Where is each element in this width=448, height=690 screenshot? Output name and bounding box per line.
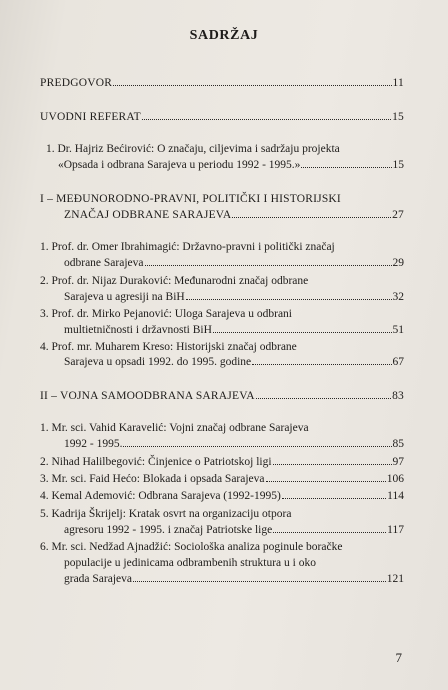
toc-page-number: 85	[392, 438, 404, 450]
dot-leader	[266, 472, 386, 482]
toc-entry-pejanovic	[64, 323, 404, 337]
dot-leader	[282, 489, 386, 499]
toc-page-number: 114	[387, 490, 404, 502]
toc-page-number: 117	[387, 524, 404, 536]
toc-entry-line: 1. Prof. dr. Omer Ibrahimagić: Državno-pravni i politički značaj	[40, 241, 335, 253]
toc-page-number: 83	[392, 390, 404, 402]
toc-entry-line: 1. Mr. sci. Vahid Karavelić: Vojni značaj odbrane Sarajeva	[40, 422, 309, 434]
dot-leader	[113, 76, 391, 86]
toc-entry-ibrahimagic	[64, 256, 404, 270]
toc-page-number: 27	[392, 209, 404, 221]
toc-entry-heco	[40, 472, 404, 486]
toc-entry-text: multietničnosti i državnosti BiH	[64, 324, 212, 336]
dot-leader	[213, 323, 392, 333]
toc-entry-ademovic	[40, 489, 404, 503]
toc-entry-halilbegovic	[40, 455, 404, 469]
toc-entry-line: 2. Prof. dr. Nijaz Duraković: Međunarodni značaj odbrane	[40, 275, 309, 287]
toc-entry-text: II – VOJNA SAMOODBRANA SARAJEVA	[40, 390, 255, 402]
toc-entry-text: agresoru 1992 - 1995. i značaj Patriotske lige	[64, 524, 273, 536]
toc-page-number: 15	[392, 111, 404, 123]
toc-entry-line: 3. Prof. dr. Mirko Pejanović: Uloga Sarajeva u odbrani	[40, 308, 292, 320]
toc-entry-kreso	[64, 355, 404, 369]
dot-leader	[252, 355, 391, 365]
toc-entry-line: 1. Dr. Hajriz Bećirović: O značaju, ciljevima i sadržaju projekta	[46, 143, 340, 155]
toc-page-number: 32	[392, 291, 404, 303]
dot-leader	[273, 523, 386, 533]
dot-leader	[186, 290, 392, 300]
toc-entry-text: 4. Kemal Ademović: Odbrana Sarajeva (1992-1995)	[40, 490, 281, 502]
section-heading: I – MEĐUNORODNO-PRAVNI, POLITIČKI I HISTORIJSKI	[40, 193, 341, 205]
toc-page-number: 97	[392, 456, 404, 468]
toc-page-number: 67	[392, 356, 404, 368]
toc-entry-text: Sarajeva u opsadi 1992. do 1995. godine	[64, 356, 252, 368]
toc-entry-text: 1992 - 1995.	[64, 438, 123, 450]
toc-entry-text: 2. Nihad Halilbegović: Činjenice o Patriotskoj ligi	[40, 456, 272, 468]
toc-entry-text: PREDGOVOR	[40, 77, 113, 89]
toc-entry-predgovor	[40, 76, 404, 90]
toc-entry-text: UVODNI REFERAT	[40, 111, 141, 123]
toc-page-number: 106	[386, 473, 404, 485]
dot-leader	[273, 455, 392, 465]
dot-leader	[123, 437, 391, 447]
toc-page-number: 11	[392, 77, 404, 89]
toc-entry-line: populacije u jedinicama odbrambenih struktura u i oko	[64, 557, 316, 569]
toc-entry-line: 6. Mr. sci. Nedžad Ajnadžić: Sociološka analiza poginule boračke	[40, 541, 343, 553]
toc-page-number: 121	[386, 573, 404, 585]
toc-entry-uvodni-referat	[40, 110, 404, 124]
toc-entry-text: ZNAČAJ ODBRANE SARAJEVA	[64, 209, 232, 221]
dot-leader	[142, 110, 391, 120]
toc-entry-text: «Opsada i odbrana Sarajeva u periodu 1992 - 1995.»	[58, 159, 301, 171]
toc-entry-line: 5. Kadrija Škrijelj: Kratak osvrt na organizaciju otpora	[40, 508, 292, 520]
dot-leader	[256, 389, 391, 399]
toc-page-number: 29	[392, 257, 404, 269]
dot-leader	[133, 572, 386, 582]
toc-entry-line: 4. Prof. mr. Muharem Kreso: Historijski značaj odbrane	[40, 341, 297, 353]
toc-section-2	[40, 389, 404, 403]
toc-section-1	[64, 208, 404, 222]
toc-entry-skrijelj	[64, 523, 404, 537]
toc-entry-ajnadzic	[64, 572, 404, 586]
page-title: SADRŽAJ	[189, 28, 259, 43]
toc-page-number: 15	[392, 159, 404, 171]
toc-entry-becirovic	[58, 158, 404, 172]
toc-entry-text: Sarajeva u agresiji na BiH	[64, 291, 185, 303]
toc-entry-text: odbrane Sarajeva	[64, 257, 144, 269]
toc-entry-karavelic	[64, 437, 404, 451]
toc-entry-text: grada Sarajeva	[64, 573, 133, 585]
dot-leader	[232, 208, 391, 218]
toc-page-number: 51	[392, 324, 404, 336]
toc-entry-text: 3. Mr. sci. Faid Hećo: Blokada i opsada Sarajeva	[40, 473, 265, 485]
page-number: 7	[395, 650, 402, 665]
toc-entry-durakovic	[64, 290, 404, 304]
dot-leader	[301, 158, 391, 168]
dot-leader	[145, 256, 392, 266]
